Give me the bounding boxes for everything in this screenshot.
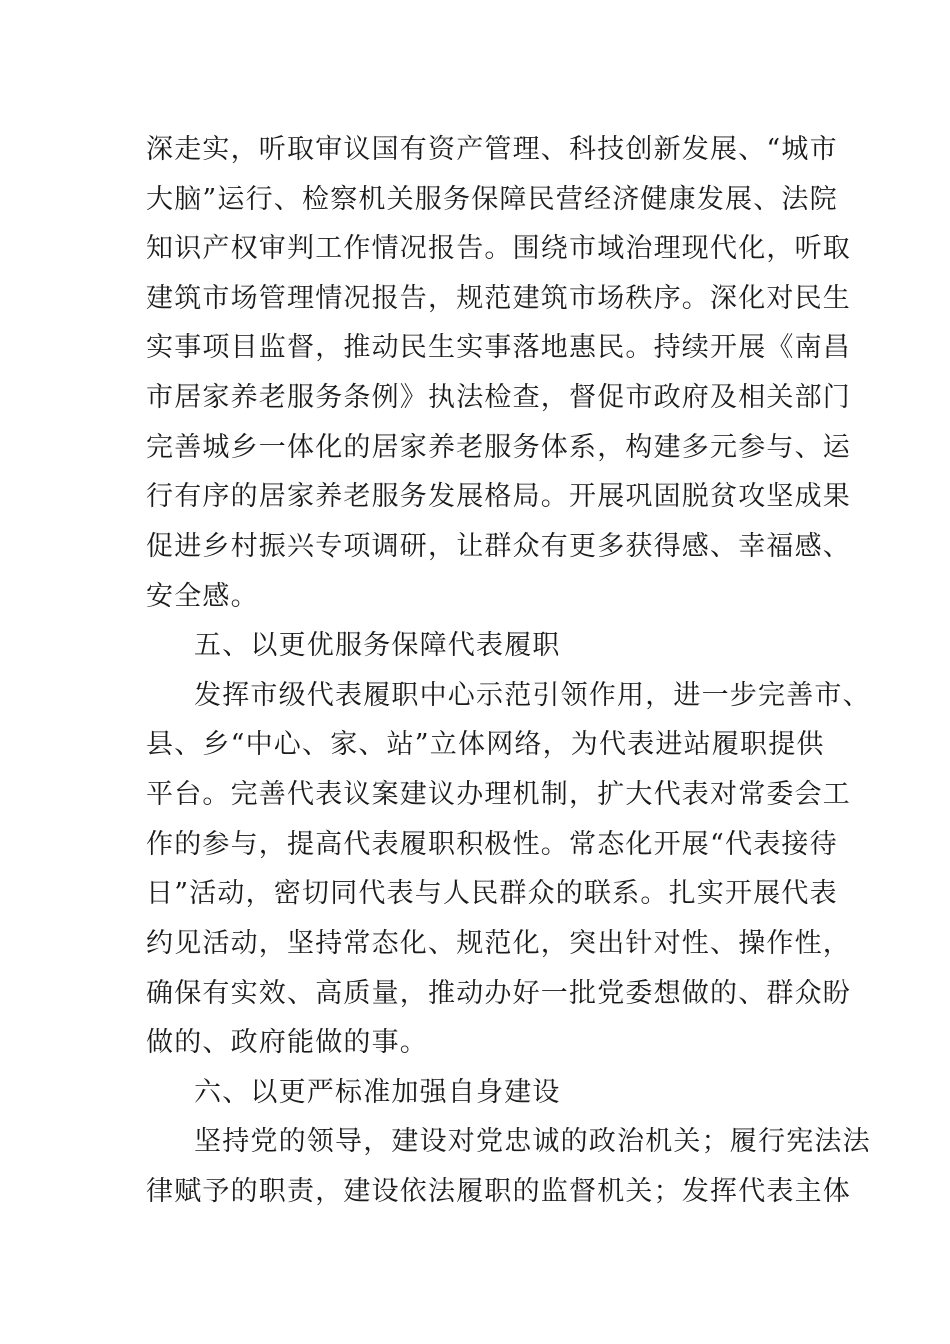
paragraph-line: 作的参与，提高代表履职积极性。常态化开展“代表接待 xyxy=(146,829,838,860)
paragraph-line: 发挥市级代表履职中心示范引领作用，进一步完善市、 xyxy=(194,680,871,711)
paragraph-line: 坚持党的领导，建设对党忠诚的政治机关；履行宪法法 xyxy=(194,1126,871,1157)
paragraph-line: 县、乡“中心、家、站”立体网络，为代表进站履职提供 xyxy=(146,729,825,760)
paragraph-line: 大脑”运行、检察机关服务保障民营经济健康发展、法院 xyxy=(146,184,838,215)
paragraph-line: 安全感。 xyxy=(146,581,259,612)
section-heading: 六、以更严标准加强自身建设 xyxy=(194,1077,561,1108)
paragraph-line: 日”活动，密切同代表与人民群众的联系。扎实开展代表 xyxy=(146,878,838,909)
paragraph-line: 确保有实效、高质量，推动办好一批党委想做的、群众盼 xyxy=(146,978,851,1009)
paragraph-line: 促进乡村振兴专项调研，让群众有更多获得感、幸福感、 xyxy=(146,531,851,562)
section-heading: 五、以更优服务保障代表履职 xyxy=(194,630,561,661)
paragraph-line: 实事项目监督，推动民生实事落地惠民。持续开展《南昌 xyxy=(146,332,851,363)
paragraph-line: 行有序的居家养老服务发展格局。开展巩固脱贫攻坚成果 xyxy=(146,481,851,512)
paragraph-line: 深走实，听取审议国有资产管理、科技创新发展、“城市 xyxy=(146,134,838,165)
paragraph-line: 建筑市场管理情况报告，规范建筑市场秩序。深化对民生 xyxy=(146,283,851,314)
paragraph-line: 知识产权审判工作情况报告。围绕市域治理现代化，听取 xyxy=(146,233,851,264)
paragraph-line: 律赋予的职责，建设依法履职的监督机关；发挥代表主体 xyxy=(146,1176,851,1207)
paragraph-line: 约见活动，坚持常态化、规范化，突出针对性、操作性， xyxy=(146,928,851,959)
paragraph-line: 做的、政府能做的事。 xyxy=(146,1027,428,1058)
paragraph-line: 完善城乡一体化的居家养老服务体系，构建多元参与、运 xyxy=(146,432,851,463)
paragraph-line: 市居家养老服务条例》执法检查，督促市政府及相关部门 xyxy=(146,382,851,413)
paragraph-line: 平台。完善代表议案建议办理机制，扩大代表对常委会工 xyxy=(146,779,851,810)
